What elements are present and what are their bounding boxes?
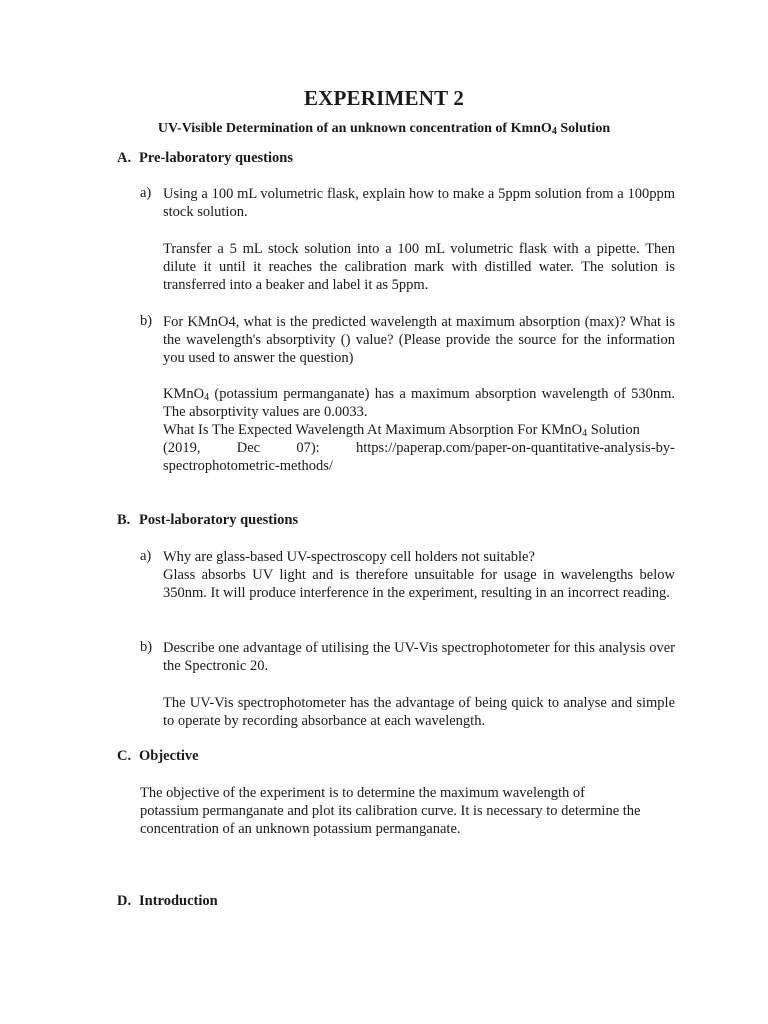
- subtitle-text: UV-Visible Determination of an unknown concentration of KmnO: [157, 121, 552, 136]
- section-a-title: Pre-laboratory questions: [139, 150, 293, 166]
- section-c-letter: C.: [117, 748, 132, 764]
- question-a-text: Using a 100 mL volumetric flask, explain how to make a 5ppm solution from a 100ppm stock solution.: [163, 186, 675, 220]
- objective-line: The objective of the experiment is to determine the maximum wavelength of: [140, 785, 585, 801]
- post-question-b-label: b): [140, 639, 153, 655]
- source-citation: [163, 439, 675, 475]
- post-question-b-text: Describe one advantage of utilising the UV-Vis spectrophotometer for this analysis over the Spectronic 20.: [163, 640, 675, 674]
- citation-url-continued[interactable]: spectrophotometric-methods/: [163, 458, 333, 474]
- source-title: [163, 421, 675, 439]
- page-subtitle: [0, 121, 768, 137]
- section-d-title: Introduction: [139, 893, 218, 909]
- citation-url[interactable]: https://paperap.com/paper-on-quantitative-analysis-by-: [355, 440, 675, 456]
- post-question-a-answer: Glass absorbs UV light and is therefore unsuitable for usage in wavelengths below 350nm. It will produce interference in the experiment, resulting in an incorrect reading.: [163, 567, 675, 601]
- section-c-heading: [117, 748, 199, 765]
- section-d-letter: D.: [117, 893, 132, 909]
- source-title-text: What Is The Expected Wavelength At Maximum Absorption For KMnO: [163, 422, 583, 438]
- question-b-answer: [163, 385, 675, 421]
- objective-line: concentration of an unknown potassium permanganate.: [140, 821, 461, 837]
- section-a-heading: [117, 150, 293, 167]
- post-question-a-label: a): [140, 548, 152, 564]
- section-b-heading: [117, 512, 298, 529]
- question-b-label: b): [140, 313, 153, 329]
- section-d-heading: [117, 893, 218, 910]
- question-a-label: a): [140, 185, 152, 201]
- section-b-title: Post-laboratory questions: [139, 512, 299, 528]
- section-c-title: Objective: [139, 748, 199, 764]
- section-b-letter: B.: [117, 512, 131, 528]
- citation-day: 07):: [296, 440, 320, 456]
- source-title-subscript: 4: [582, 428, 588, 439]
- question-a-answer: Transfer a 5 mL stock solution into a 100 mL volumetric flask with a pipette. Then dilute it until it reaches the calibration mark with distilled water. The solution is transferred into a beaker and label it as 5ppm.: [163, 241, 675, 293]
- answer-b-subscript-a: 4: [204, 392, 210, 403]
- objective-line: potassium permanganate and plot its calibration curve. It is necessary to determine the: [140, 803, 641, 819]
- subtitle-subscript: 4: [551, 126, 557, 137]
- citation-line: [163, 439, 675, 457]
- post-question-b-answer: The UV-Vis spectrophotometer has the advantage of being quick to analyse and simple to operate by recording absorbance at each wavelength.: [163, 695, 675, 729]
- source-title-tail: Solution: [587, 422, 640, 438]
- question-b-text: For KMnO4, what is the predicted wavelength at maximum absorption (max)? What is the wavelength's absorptivity () value? (Please provide the source for the information you used to answer the question): [163, 314, 675, 366]
- post-question-a-text: Why are glass-based UV-spectroscopy cell holders not suitable?: [163, 549, 535, 565]
- citation-month: Dec: [236, 440, 261, 456]
- objective-paragraph: [140, 784, 680, 838]
- subtitle-tail: Solution: [556, 121, 611, 136]
- citation-year: (2019,: [163, 440, 201, 456]
- answer-b-tail-a: (potassium permanganate) has a maximum absorption wavelength of 530nm. The absorptivity values are 0.0033.: [163, 386, 675, 420]
- page-title: EXPERIMENT 2: [303, 86, 465, 110]
- answer-b-line-a: KMnO: [163, 386, 205, 402]
- section-a-letter: A.: [117, 150, 132, 166]
